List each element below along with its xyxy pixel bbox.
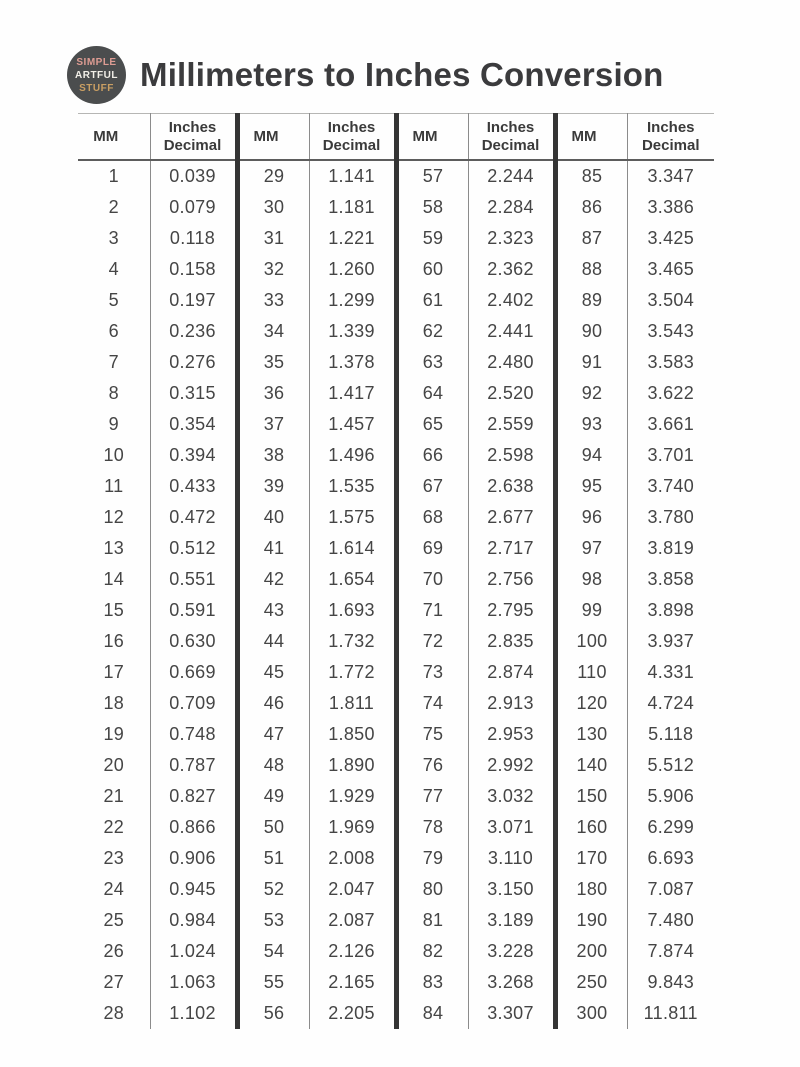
mm-value: 12	[78, 502, 150, 533]
inches-value: 1.732	[309, 626, 396, 657]
inches-value: 7.087	[647, 879, 695, 899]
inches-value: 0.118	[150, 223, 237, 254]
table-row	[78, 781, 714, 812]
inches-value: 2.087	[309, 905, 396, 936]
column-header-inches: Inches Decimal	[627, 114, 714, 161]
inches-value: 5.512	[647, 755, 695, 775]
inches-value: 1.496	[309, 440, 396, 471]
mm-value: 25	[78, 905, 150, 936]
mm-value: 30	[237, 192, 309, 223]
inches-value: 0.787	[150, 750, 237, 781]
inches-value: 1.260	[309, 254, 396, 285]
inches-value: 5.118	[648, 724, 694, 744]
inches-value: 3.543	[647, 321, 695, 341]
inches-value: 3.268	[468, 967, 555, 998]
table-row	[78, 936, 714, 967]
inches-value: 1.063	[150, 967, 237, 998]
inches-value: 2.638	[468, 471, 555, 502]
column-header-inches: Inches Decimal	[468, 114, 555, 161]
inches-value: 3.150	[468, 874, 555, 905]
mm-value: 28	[78, 998, 150, 1029]
mm-value: 74	[396, 688, 468, 719]
logo-line-stuff: STUFF	[79, 82, 114, 94]
inches-value: 0.551	[150, 564, 237, 595]
inches-value: 5.906	[647, 786, 695, 806]
mm-value: 81	[396, 905, 468, 936]
inches-value: 11.811	[643, 1003, 698, 1023]
table-row	[78, 905, 714, 936]
inches-value: 1.772	[309, 657, 396, 688]
inches-value: 0.866	[150, 812, 237, 843]
inches-value: 3.898	[647, 600, 695, 620]
inches-value: 2.874	[468, 657, 555, 688]
table-row	[78, 750, 714, 781]
inches-value: 0.984	[150, 905, 237, 936]
table-row	[78, 688, 714, 719]
mm-value: 76	[396, 750, 468, 781]
table-row	[78, 533, 714, 564]
inches-value: 2.992	[468, 750, 555, 781]
mm-value: 18	[78, 688, 150, 719]
table-row	[78, 874, 714, 905]
mm-value: 99	[555, 595, 627, 626]
table-row	[78, 967, 714, 998]
inches-value: 2.598	[468, 440, 555, 471]
table-row	[78, 626, 714, 657]
column-header-mm: MM	[396, 114, 468, 161]
inches-value: 2.126	[309, 936, 396, 967]
column-header-inches: Inches Decimal	[150, 114, 237, 161]
inches-value: 0.512	[150, 533, 237, 564]
mm-value: 78	[396, 812, 468, 843]
inches-value: 3.307	[468, 998, 555, 1029]
inches-value: 2.362	[468, 254, 555, 285]
mm-value: 6	[78, 316, 150, 347]
mm-value: 59	[396, 223, 468, 254]
inches-value: 0.669	[150, 657, 237, 688]
mm-value: 4	[78, 254, 150, 285]
mm-value: 140	[555, 750, 627, 781]
mm-value: 26	[78, 936, 150, 967]
mm-value: 86	[555, 192, 627, 223]
mm-value: 95	[555, 471, 627, 502]
inches-value: 4.724	[647, 693, 695, 713]
mm-value: 40	[237, 502, 309, 533]
column-header-mm: MM	[237, 114, 309, 161]
mm-value: 27	[78, 967, 150, 998]
inches-value: 1.378	[309, 347, 396, 378]
inches-value: 1.969	[309, 812, 396, 843]
simple-artful-stuff-logo	[67, 46, 126, 104]
mm-value: 150	[555, 781, 627, 812]
mm-value: 67	[396, 471, 468, 502]
table-row	[78, 409, 714, 440]
inches-value: 3.937	[647, 631, 695, 651]
mm-value: 88	[555, 254, 627, 285]
inches-value: 2.402	[468, 285, 555, 316]
mm-value: 90	[555, 316, 627, 347]
mm-value: 16	[78, 626, 150, 657]
mm-value: 41	[237, 533, 309, 564]
mm-value: 22	[78, 812, 150, 843]
mm-value: 33	[237, 285, 309, 316]
inches-value: 0.158	[150, 254, 237, 285]
mm-value: 14	[78, 564, 150, 595]
inches-value: 2.284	[468, 192, 555, 223]
mm-value: 65	[396, 409, 468, 440]
mm-value: 46	[237, 688, 309, 719]
inches-value: 3.425	[647, 228, 695, 248]
inches-value: 1.024	[150, 936, 237, 967]
inches-value: 2.323	[468, 223, 555, 254]
mm-value: 53	[237, 905, 309, 936]
mm-value: 13	[78, 533, 150, 564]
table-row	[78, 160, 714, 192]
inches-value: 2.835	[468, 626, 555, 657]
mm-value: 20	[78, 750, 150, 781]
mm-value: 75	[396, 719, 468, 750]
inches-value: 0.433	[150, 471, 237, 502]
mm-value: 72	[396, 626, 468, 657]
table-row	[78, 378, 714, 409]
inches-value: 0.591	[150, 595, 237, 626]
mm-value: 77	[396, 781, 468, 812]
inches-value: 1.339	[309, 316, 396, 347]
inches-value: 0.236	[150, 316, 237, 347]
inches-value: 1.181	[309, 192, 396, 223]
inches-value: 2.559	[468, 409, 555, 440]
mm-value: 85	[555, 160, 627, 192]
inches-value: 2.008	[309, 843, 396, 874]
inches-value: 0.276	[150, 347, 237, 378]
mm-value: 160	[555, 812, 627, 843]
inches-value: 1.693	[309, 595, 396, 626]
inches-value: 0.079	[150, 192, 237, 223]
inches-value: 1.221	[309, 223, 396, 254]
mm-value: 82	[396, 936, 468, 967]
mm-value: 100	[555, 626, 627, 657]
mm-value: 36	[237, 378, 309, 409]
mm-value: 19	[78, 719, 150, 750]
mm-value: 68	[396, 502, 468, 533]
mm-value: 35	[237, 347, 309, 378]
inches-value: 0.315	[150, 378, 237, 409]
mm-value: 61	[396, 285, 468, 316]
conversion-table	[78, 113, 714, 1029]
mm-value: 3	[78, 223, 150, 254]
inches-value: 2.795	[468, 595, 555, 626]
inches-value: 0.472	[150, 502, 237, 533]
mm-value: 250	[555, 967, 627, 998]
mm-value: 2	[78, 192, 150, 223]
inches-value: 0.827	[150, 781, 237, 812]
inches-value: 1.299	[309, 285, 396, 316]
table-row	[78, 595, 714, 626]
table-row	[78, 254, 714, 285]
inches-value: 6.299	[647, 817, 695, 837]
inches-value: 0.748	[150, 719, 237, 750]
column-header-inches: Inches Decimal	[309, 114, 396, 161]
mm-value: 97	[555, 533, 627, 564]
table-row	[78, 812, 714, 843]
mm-value: 110	[555, 657, 627, 688]
mm-value: 93	[555, 409, 627, 440]
inches-value: 2.756	[468, 564, 555, 595]
inches-value: 7.874	[647, 941, 695, 961]
mm-value: 29	[237, 160, 309, 192]
mm-value: 56	[237, 998, 309, 1029]
mm-value: 5	[78, 285, 150, 316]
table-row	[78, 440, 714, 471]
inches-value: 1.654	[309, 564, 396, 595]
mm-value: 17	[78, 657, 150, 688]
inches-value: 1.535	[309, 471, 396, 502]
inches-value: 3.858	[647, 569, 695, 589]
mm-value: 15	[78, 595, 150, 626]
mm-value: 87	[555, 223, 627, 254]
mm-value: 50	[237, 812, 309, 843]
mm-value: 180	[555, 874, 627, 905]
mm-value: 83	[396, 967, 468, 998]
inches-value: 0.039	[150, 160, 237, 192]
inches-value: 3.189	[468, 905, 555, 936]
inches-value: 2.953	[468, 719, 555, 750]
mm-value: 120	[555, 688, 627, 719]
inches-value: 1.850	[309, 719, 396, 750]
page-header	[67, 34, 664, 116]
inches-value: 1.141	[309, 160, 396, 192]
conversion-table-container	[78, 113, 714, 1029]
mm-value: 57	[396, 160, 468, 192]
inches-value: 1.575	[309, 502, 396, 533]
table-row	[78, 192, 714, 223]
logo-line-simple: SIMPLE	[76, 56, 117, 68]
inches-value: 3.071	[468, 812, 555, 843]
mm-value: 62	[396, 316, 468, 347]
mm-value: 64	[396, 378, 468, 409]
inches-value: 3.661	[647, 414, 695, 434]
inches-value: 1.929	[309, 781, 396, 812]
inches-value: 2.717	[468, 533, 555, 564]
inches-value: 1.102	[150, 998, 237, 1029]
inches-value: 6.693	[647, 848, 695, 868]
mm-value: 44	[237, 626, 309, 657]
inches-value: 1.811	[309, 688, 396, 719]
inches-value: 2.244	[468, 160, 555, 192]
mm-value: 52	[237, 874, 309, 905]
mm-value: 24	[78, 874, 150, 905]
mm-value: 7	[78, 347, 150, 378]
mm-value: 49	[237, 781, 309, 812]
table-row	[78, 471, 714, 502]
mm-value: 94	[555, 440, 627, 471]
inches-value: 3.780	[647, 507, 695, 527]
mm-value: 43	[237, 595, 309, 626]
mm-value: 58	[396, 192, 468, 223]
inches-value: 3.740	[647, 476, 695, 496]
inches-value: 2.165	[309, 967, 396, 998]
mm-value: 55	[237, 967, 309, 998]
mm-value: 21	[78, 781, 150, 812]
table-row	[78, 564, 714, 595]
mm-value: 130	[555, 719, 627, 750]
inches-value: 0.630	[150, 626, 237, 657]
mm-value: 190	[555, 905, 627, 936]
table-header-row	[78, 114, 714, 161]
inches-value: 1.614	[309, 533, 396, 564]
inches-value: 0.945	[150, 874, 237, 905]
mm-value: 73	[396, 657, 468, 688]
mm-value: 45	[237, 657, 309, 688]
mm-value: 300	[555, 998, 627, 1029]
table-row	[78, 347, 714, 378]
mm-value: 1	[78, 160, 150, 192]
table-row	[78, 285, 714, 316]
table-row	[78, 316, 714, 347]
conversion-table-body	[78, 160, 714, 1029]
mm-value: 48	[237, 750, 309, 781]
mm-value: 79	[396, 843, 468, 874]
inches-value: 3.819	[647, 538, 695, 558]
mm-value: 91	[555, 347, 627, 378]
mm-value: 80	[396, 874, 468, 905]
table-row	[78, 223, 714, 254]
inches-value: 2.047	[309, 874, 396, 905]
inches-value: 3.032	[468, 781, 555, 812]
mm-value: 60	[396, 254, 468, 285]
inches-value: 2.677	[468, 502, 555, 533]
table-row	[78, 998, 714, 1029]
mm-value: 54	[237, 936, 309, 967]
inches-value: 2.480	[468, 347, 555, 378]
mm-value: 96	[555, 502, 627, 533]
page-title: Millimeters to Inches Conversion	[140, 56, 664, 94]
mm-value: 38	[237, 440, 309, 471]
mm-value: 9	[78, 409, 150, 440]
mm-value: 32	[237, 254, 309, 285]
mm-value: 47	[237, 719, 309, 750]
mm-value: 84	[396, 998, 468, 1029]
inches-value: 3.701	[647, 445, 695, 465]
mm-value: 34	[237, 316, 309, 347]
inches-value: 3.386	[647, 197, 695, 217]
mm-value: 23	[78, 843, 150, 874]
inches-value: 9.843	[647, 972, 695, 992]
mm-value: 92	[555, 378, 627, 409]
inches-value: 0.354	[150, 409, 237, 440]
inches-value: 3.583	[647, 352, 695, 372]
column-header-mm: MM	[555, 114, 627, 161]
inches-value: 1.890	[309, 750, 396, 781]
inches-value: 3.465	[647, 259, 695, 279]
table-row	[78, 502, 714, 533]
mm-value: 66	[396, 440, 468, 471]
mm-value: 200	[555, 936, 627, 967]
mm-value: 98	[555, 564, 627, 595]
mm-value: 31	[237, 223, 309, 254]
inches-value: 2.913	[468, 688, 555, 719]
mm-value: 39	[237, 471, 309, 502]
logo-line-artful: ARTFUL	[75, 69, 118, 81]
column-header-mm: MM	[78, 114, 150, 161]
inches-value: 3.110	[468, 843, 555, 874]
inches-value: 1.417	[309, 378, 396, 409]
mm-value: 37	[237, 409, 309, 440]
mm-value: 69	[396, 533, 468, 564]
inches-value: 0.906	[150, 843, 237, 874]
inches-value: 0.709	[150, 688, 237, 719]
mm-value: 11	[78, 471, 150, 502]
table-row	[78, 719, 714, 750]
inches-value: 2.441	[468, 316, 555, 347]
inches-value: 2.520	[468, 378, 555, 409]
mm-value: 8	[78, 378, 150, 409]
mm-value: 70	[396, 564, 468, 595]
mm-value: 51	[237, 843, 309, 874]
inches-value: 4.331	[647, 662, 695, 682]
inches-value: 3.347	[647, 166, 695, 186]
inches-value: 7.480	[647, 910, 695, 930]
inches-value: 2.205	[309, 998, 396, 1029]
inches-value: 3.504	[647, 290, 695, 310]
mm-value: 63	[396, 347, 468, 378]
mm-value: 42	[237, 564, 309, 595]
inches-value: 0.197	[150, 285, 237, 316]
inches-value: 3.622	[647, 383, 695, 403]
inches-value: 3.228	[468, 936, 555, 967]
table-row	[78, 843, 714, 874]
mm-value: 170	[555, 843, 627, 874]
inches-value: 1.457	[309, 409, 396, 440]
mm-value: 10	[78, 440, 150, 471]
table-row	[78, 657, 714, 688]
mm-value: 71	[396, 595, 468, 626]
inches-value: 0.394	[150, 440, 237, 471]
mm-value: 89	[555, 285, 627, 316]
